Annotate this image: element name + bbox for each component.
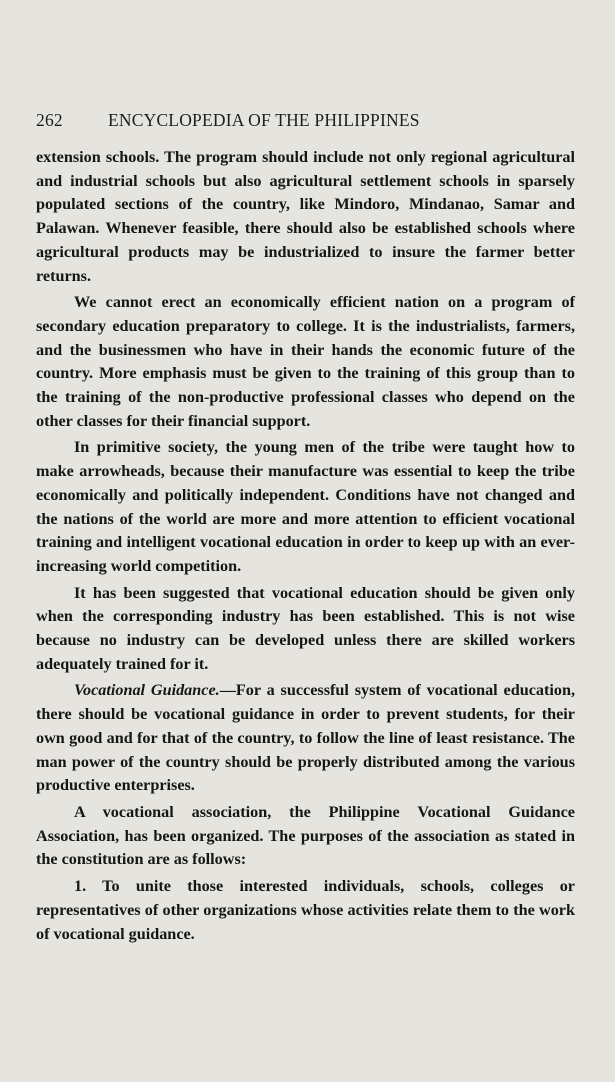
section-heading-vocational-guidance: Vocational Guidance.	[74, 681, 220, 700]
body-text	[36, 146, 575, 946]
paragraph-6: A vocational association, the Philippine Vocational Guidance Association, has been organized. The purposes of the association as stated in the constitution are as follows:	[36, 802, 575, 869]
paragraph-2: We cannot erect an economically efficient nation on a program of secondary education preparatory to college. It is the industrialists, farmers, and the businessmen who have in their hands the economic future of the country. More emphasis must be given to the training of this group than to the training of the non-productive professional classes who depend on the other classes for their financial support.	[36, 293, 575, 430]
page-number: 262	[36, 110, 63, 130]
paragraph-5	[36, 679, 575, 798]
running-header	[36, 110, 576, 131]
paragraph-1: extension schools. The program should include not only regional agricultural and industrial schools but also agricultural settlement schools in sparsely populated sections of the country, like Mindoro, Mindanao, Samar and Palawan. Whenever feasible, there should also be established schools where agricultural products may be industrialized to insure the farmer better returns.	[36, 148, 575, 285]
running-title: ENCYCLOPEDIA OF THE PHILIPPINES	[108, 110, 420, 130]
paragraph-3: In primitive society, the young men of the tribe were taught how to make arrowheads, because their manufacture was essential to keep the tribe economically and politically independent. Conditions have not changed and the nations of the world are more and more attention to efficient vocational training and intelligent vocational education in order to keep up with an ever-increasing world competition.	[36, 438, 575, 575]
paragraph-7: 1. To unite those interested individuals, schools, colleges or representatives of other organizations whose activities relate them to the work of vocational guidance.	[36, 877, 575, 943]
paragraph-4: It has been suggested that vocational education should be given only when the corresponding industry has been established. This is not wise because no industry can be developed unless there are skilled workers adequately trained for it.	[36, 583, 575, 673]
paragraph-5-text: —For a successful system of vocational education, there should be vocational guidance in order to prevent students, for their own good and for that of the country, to follow the line of least resistance. The man power of the country should be properly distributed among the various productive enterprises.	[36, 681, 576, 795]
